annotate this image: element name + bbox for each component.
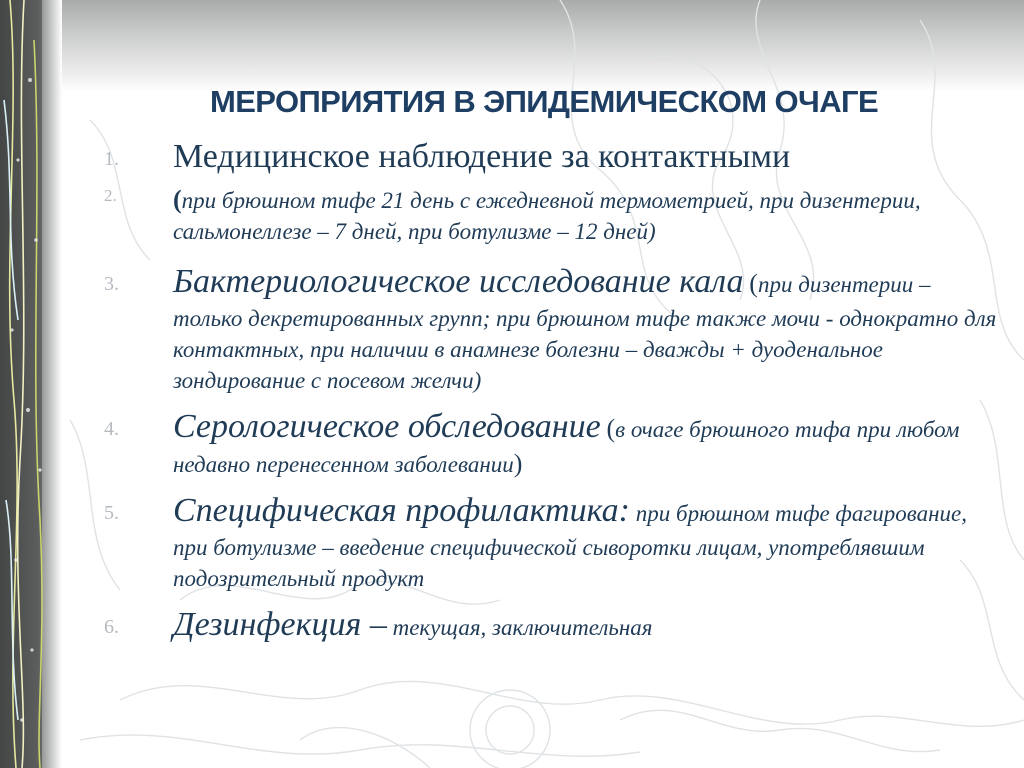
list-item-heading: Серологическое обследование <box>173 408 601 445</box>
open-parenthesis: ( <box>173 185 182 214</box>
list-number: 5. <box>104 502 119 524</box>
list-item-specific-prophylaxis <box>100 490 1000 594</box>
list-item-note: в очаге брюшного тифа при любом недавно перенесенном заболевании <box>173 417 960 477</box>
list-item-disinfection <box>100 604 1000 646</box>
left-decorative-strip <box>0 0 62 768</box>
list-item-serological-exam <box>100 406 1000 480</box>
list-item-heading: Специфическая профилактика: <box>173 492 630 529</box>
list-item-note: при брюшном тифе фагирование, при ботулизме – введение специфической сыворотки лицам, употреблявшим подозрительный продукт <box>173 501 968 591</box>
list-number: 2. <box>104 186 117 205</box>
measures-list <box>100 136 1000 646</box>
slide-title: МЕРОПРИЯТИЯ В ЭПИДЕМИЧЕСКОМ ОЧАГЕ <box>210 84 879 119</box>
list-item-note: при дизентерии – только декретированных групп; при брюшном тифе также мочи - однократно для контактных, при наличии в анамнезе болезни – дважды + дуоденальное зондирование с посевом желчи) <box>173 272 997 393</box>
list-item-heading: Бактериологическое исследование кала <box>173 263 744 300</box>
list-number: 1. <box>104 148 119 170</box>
list-item-medical-observation <box>100 136 1000 178</box>
list-item-note: при брюшном тифе 21 день с ежедневной термометрией, при дизентерии, сальмонеллезе – 7 дней, при ботулизме – 12 дней) <box>173 188 921 244</box>
list-item-bacteriological-study <box>100 261 1000 396</box>
close-parenthesis: ) <box>513 449 523 478</box>
list-item-heading: Медицинское наблюдение за контактными <box>173 138 791 175</box>
list-number: 3. <box>104 273 119 295</box>
list-number: 4. <box>104 418 119 440</box>
open-parenthesis: ( <box>606 414 616 443</box>
open-parenthesis: ( <box>749 269 758 298</box>
list-number: 6. <box>104 616 119 638</box>
list-item-note: текущая, заключительная <box>392 615 653 640</box>
list-item-heading: Дезинфекция – <box>173 606 387 643</box>
list-item-observation-details <box>100 184 1000 247</box>
